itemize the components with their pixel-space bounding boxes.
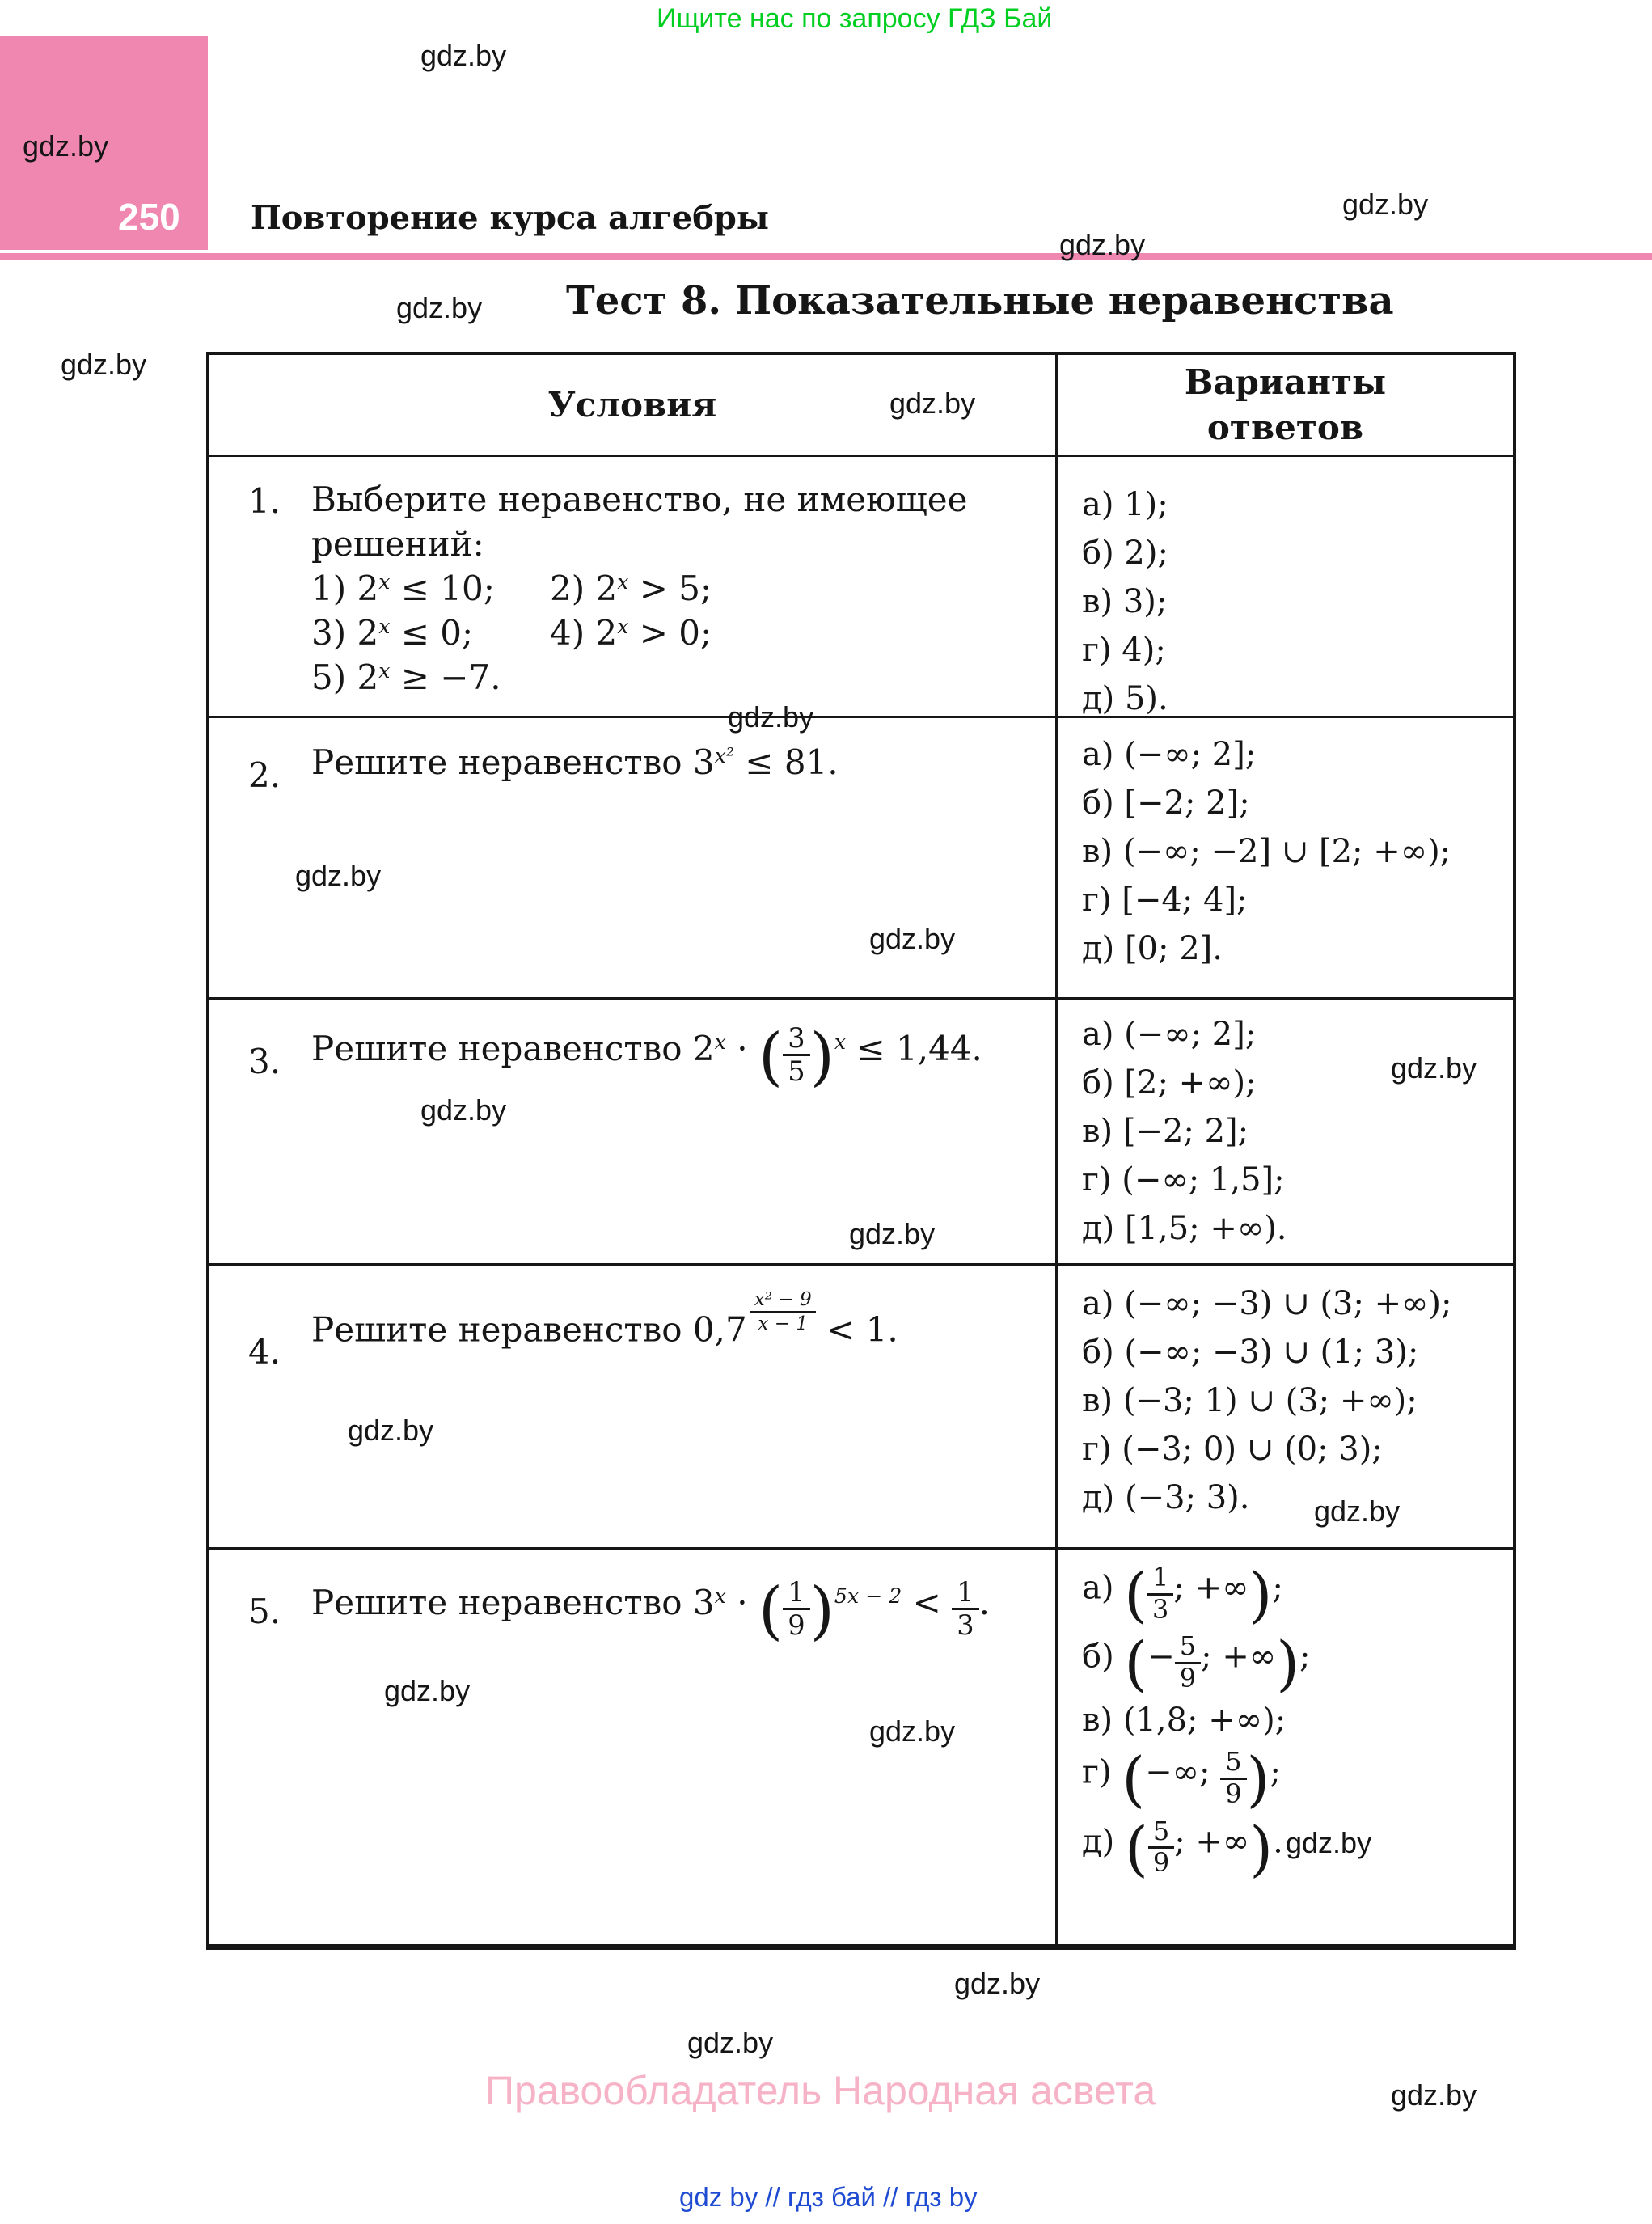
text-segment: ≤ 81. bbox=[733, 742, 839, 782]
answer-option bbox=[1082, 486, 1513, 535]
gdz-watermark: gdz.by bbox=[295, 859, 382, 892]
text-segment: ; +∞ bbox=[1173, 1569, 1249, 1607]
table-row bbox=[209, 457, 1513, 716]
answer-option bbox=[1082, 1702, 1513, 1739]
gdz-watermark: gdz.by bbox=[869, 922, 956, 955]
text-segment: ≤ 0; bbox=[390, 613, 474, 653]
text-segment: в) 3); bbox=[1082, 583, 1168, 620]
answer-option bbox=[1082, 1382, 1513, 1431]
text-segment: д) 5). bbox=[1082, 680, 1168, 717]
text-segment: а) (−∞; 2]; bbox=[1082, 736, 1257, 773]
problem-line bbox=[311, 480, 1055, 524]
fraction-numerator: 3 bbox=[783, 1024, 809, 1056]
gdz-watermark: gdz.by bbox=[1342, 188, 1429, 221]
problem-text bbox=[311, 1000, 1055, 1093]
answer-option bbox=[1082, 583, 1513, 632]
gdz-watermark: gdz.by bbox=[396, 291, 483, 324]
math-fraction bbox=[783, 1578, 809, 1640]
math-paren: ) bbox=[809, 1574, 834, 1647]
column-header-answers-line1: Варианты bbox=[1184, 362, 1387, 402]
text-segment: б) 2); bbox=[1082, 535, 1168, 572]
math-superscript: x bbox=[714, 1584, 726, 1609]
text-segment: ; bbox=[1270, 1753, 1281, 1791]
answer-option bbox=[1082, 1113, 1513, 1161]
text-segment: − bbox=[1147, 1638, 1175, 1676]
gdz-watermark: gdz.by bbox=[384, 1674, 471, 1707]
answer-option bbox=[1082, 882, 1513, 930]
math-superscript: 5x − 2 bbox=[834, 1584, 902, 1609]
math-paren: ( bbox=[1124, 1629, 1148, 1699]
fraction-denominator: 9 bbox=[788, 1609, 805, 1642]
math-paren: ) bbox=[1276, 1629, 1300, 1699]
answer-option bbox=[1082, 1161, 1513, 1210]
answers-cell bbox=[1058, 457, 1513, 716]
answer-option bbox=[1082, 535, 1513, 583]
text-segment: · bbox=[725, 1583, 758, 1623]
problem-line-col2 bbox=[550, 569, 712, 608]
text-segment: а) bbox=[1082, 1569, 1125, 1607]
problem-line-col1 bbox=[311, 524, 484, 564]
answer-options bbox=[1058, 457, 1513, 729]
text-segment: > 5; bbox=[628, 569, 712, 608]
gdz-watermark: gdz.by bbox=[869, 1715, 956, 1748]
math-paren: ( bbox=[758, 1574, 784, 1647]
answers-cell bbox=[1058, 1000, 1513, 1263]
answer-options bbox=[1058, 718, 1513, 979]
text-segment: в) [−2; 2]; bbox=[1082, 1113, 1249, 1150]
gdz-watermark: gdz.by bbox=[348, 1414, 434, 1447]
text-segment: < bbox=[902, 1583, 953, 1623]
problem-line-col2 bbox=[550, 613, 712, 653]
fraction-denominator: 9 bbox=[1179, 1662, 1197, 1693]
text-segment: а) (−∞; 2]; bbox=[1082, 1016, 1257, 1053]
problem-formula bbox=[311, 1574, 1055, 1647]
problem-formula bbox=[311, 742, 1055, 782]
math-paren: ( bbox=[758, 1020, 784, 1093]
problem-number: 4. bbox=[248, 1332, 281, 1372]
gdz-watermark: gdz.by bbox=[1391, 1051, 1477, 1085]
text-segment: ≤ 10; bbox=[390, 569, 495, 608]
answer-option bbox=[1082, 1431, 1513, 1479]
fraction-denominator: 5 bbox=[788, 1055, 805, 1088]
gdz-watermark: gdz.by bbox=[849, 1217, 936, 1250]
gdz-watermark: gdz.by bbox=[1391, 2078, 1477, 2112]
text-segment: г) 4); bbox=[1082, 632, 1166, 669]
answer-option bbox=[1082, 1210, 1513, 1258]
problem-line-col1 bbox=[311, 480, 967, 519]
problem-number: 2. bbox=[248, 755, 281, 795]
answer-option bbox=[1082, 833, 1513, 882]
text-segment: Выберите неравенство, не имеющее bbox=[311, 480, 968, 519]
text-segment: д) (−3; 3). bbox=[1082, 1479, 1250, 1516]
column-header-answers bbox=[1058, 355, 1513, 455]
math-paren: ) bbox=[809, 1020, 834, 1093]
problem-line-col1 bbox=[311, 569, 495, 608]
answer-option bbox=[1082, 1285, 1513, 1334]
text-segment: . bbox=[978, 1583, 990, 1623]
math-superscript: x bbox=[378, 615, 391, 639]
gdz-watermark: gdz.by bbox=[1286, 1826, 1372, 1859]
condition-cell bbox=[209, 1266, 1058, 1547]
answer-option bbox=[1082, 1560, 1513, 1630]
math-superscript: x bbox=[834, 1030, 847, 1055]
math-paren: ) bbox=[1249, 1813, 1274, 1884]
text-segment: ; bbox=[1299, 1638, 1311, 1676]
math-fraction bbox=[783, 1024, 809, 1086]
gdz-watermark: gdz.by bbox=[889, 387, 976, 420]
fraction-numerator: x² − 9 bbox=[750, 1290, 816, 1313]
text-segment: б) (−∞; −3) ∪ (1; 3); bbox=[1082, 1334, 1419, 1371]
text-segment: а) (−∞; −3) ∪ (3; +∞); bbox=[1082, 1285, 1452, 1322]
text-segment: б) bbox=[1082, 1638, 1125, 1676]
problem-text bbox=[311, 1266, 1055, 1350]
math-paren: ) bbox=[1249, 1560, 1273, 1630]
page-title: Тест 8. Показательные неравенства bbox=[566, 278, 1394, 323]
gdz-watermark: gdz.by bbox=[420, 39, 507, 72]
math-exponent-fraction bbox=[750, 1290, 816, 1334]
problem-text bbox=[311, 1550, 1055, 1647]
text-segment: 2) 2 bbox=[550, 569, 618, 608]
answer-options bbox=[1058, 1000, 1513, 1258]
problem-formula bbox=[311, 1020, 1055, 1093]
math-superscript: x² bbox=[714, 744, 734, 768]
text-segment: а) 1); bbox=[1082, 486, 1168, 523]
problem-number: 5. bbox=[248, 1592, 281, 1631]
problem-line bbox=[311, 524, 1055, 569]
text-segment: б) [2; +∞); bbox=[1082, 1064, 1257, 1101]
copyright-holder-text: Правообладатель Народная асвета bbox=[485, 2068, 1156, 2113]
math-superscript: x bbox=[714, 1030, 726, 1055]
gdz-watermark: gdz.by bbox=[1314, 1495, 1401, 1528]
problem-line-col1 bbox=[311, 613, 473, 653]
fraction-numerator: 5 bbox=[1220, 1748, 1246, 1780]
text-segment: 5) 2 bbox=[311, 657, 379, 697]
math-paren: ) bbox=[1246, 1744, 1270, 1815]
math-superscript: x bbox=[378, 570, 391, 594]
answers-cell bbox=[1058, 1550, 1513, 1944]
answer-option bbox=[1082, 1629, 1513, 1699]
problem-number: 3. bbox=[248, 1042, 281, 1081]
text-segment: 4) 2 bbox=[550, 613, 618, 653]
problem-line bbox=[311, 613, 1055, 657]
fraction-denominator: 9 bbox=[1152, 1847, 1170, 1879]
problem-text bbox=[311, 718, 1055, 782]
fraction-denominator: 3 bbox=[957, 1609, 974, 1642]
problem-number: 1. bbox=[248, 481, 281, 521]
math-fraction bbox=[1175, 1630, 1201, 1693]
answer-options bbox=[1058, 1266, 1513, 1528]
page-number: 250 bbox=[118, 196, 180, 238]
math-fraction bbox=[1147, 1564, 1173, 1623]
text-segment: г) (−3; 0) ∪ (0; 3); bbox=[1082, 1431, 1383, 1468]
running-header: Повторение курса алгебры bbox=[251, 199, 769, 237]
problem-text bbox=[311, 457, 1055, 702]
condition-cell bbox=[209, 457, 1058, 716]
test-table bbox=[206, 352, 1516, 1950]
text-segment: ; +∞ bbox=[1201, 1638, 1277, 1676]
fraction-denominator: 9 bbox=[1225, 1778, 1242, 1809]
answer-option bbox=[1082, 1479, 1513, 1528]
text-segment: > 0; bbox=[628, 613, 712, 653]
table-header-row bbox=[209, 355, 1513, 457]
math-superscript: x bbox=[617, 615, 629, 639]
table-row bbox=[209, 1547, 1513, 1944]
column-header-answers-line2: ответов bbox=[1206, 407, 1364, 447]
text-segment: ; +∞ bbox=[1174, 1823, 1250, 1861]
fraction-denominator: x − 1 bbox=[758, 1313, 809, 1335]
problem-formula bbox=[311, 1290, 1055, 1350]
fraction-numerator: 1 bbox=[1147, 1564, 1173, 1596]
text-segment: Решите неравенство 2 bbox=[311, 1029, 715, 1069]
math-paren: ( bbox=[1124, 1560, 1148, 1630]
fraction-denominator: 3 bbox=[1152, 1593, 1169, 1625]
table-row bbox=[209, 716, 1513, 997]
text-segment: г) [−4; 4]; bbox=[1082, 882, 1248, 919]
column-header-conditions-label: Условия bbox=[547, 385, 717, 425]
text-segment: решений: bbox=[311, 524, 484, 564]
text-segment: ≤ 1,44. bbox=[846, 1029, 982, 1069]
text-segment: Решите неравенство 3 bbox=[311, 742, 715, 782]
math-superscript: x bbox=[617, 570, 629, 594]
gdz-watermark: gdz.by bbox=[687, 2026, 774, 2059]
gdz-watermark: gdz.by bbox=[23, 129, 109, 163]
text-segment: д) [0; 2]. bbox=[1082, 930, 1223, 967]
search-promo-banner: Ищите нас по запросу ГДЗ Бай bbox=[657, 3, 1053, 34]
problem-line bbox=[311, 569, 1055, 613]
problem-line bbox=[311, 657, 1055, 702]
fraction-numerator: 1 bbox=[783, 1578, 809, 1610]
math-superscript: x bbox=[378, 659, 391, 683]
footer-links[interactable]: gdz by // гдз бай // гдз by bbox=[679, 2182, 978, 2212]
math-paren: ( bbox=[1122, 1744, 1146, 1815]
answer-option bbox=[1082, 784, 1513, 833]
text-segment: −∞; bbox=[1145, 1753, 1221, 1791]
fraction-numerator: 5 bbox=[1148, 1818, 1174, 1850]
text-segment: . bbox=[1273, 1823, 1283, 1861]
text-segment: д) [1,5; +∞). bbox=[1082, 1210, 1287, 1247]
gdz-watermark: gdz.by bbox=[420, 1093, 507, 1127]
fraction-numerator: 1 bbox=[952, 1578, 978, 1610]
text-segment: г) bbox=[1082, 1753, 1122, 1791]
text-segment: ≥ −7. bbox=[390, 657, 501, 697]
text-segment: в) (1,8; +∞); bbox=[1082, 1702, 1287, 1740]
gdz-watermark: gdz.by bbox=[728, 700, 814, 734]
gdz-watermark: gdz.by bbox=[61, 348, 147, 381]
text-segment: в) (−∞; −2] ∪ [2; +∞); bbox=[1082, 833, 1451, 870]
text-segment: ; bbox=[1272, 1569, 1283, 1607]
text-segment: Решите неравенство 0,7 bbox=[311, 1309, 747, 1350]
text-segment: в) (−3; 1) ∪ (3; +∞); bbox=[1082, 1382, 1418, 1419]
gdz-watermark: gdz.by bbox=[954, 1967, 1041, 2000]
text-segment: д) bbox=[1082, 1823, 1125, 1861]
text-segment: 1) 2 bbox=[311, 569, 379, 608]
text-segment: Решите неравенство 3 bbox=[311, 1583, 715, 1623]
text-segment: 3) 2 bbox=[311, 613, 379, 653]
math-fraction bbox=[1220, 1748, 1246, 1808]
math-fraction bbox=[1148, 1815, 1174, 1879]
answer-option bbox=[1082, 1744, 1513, 1815]
math-paren: ( bbox=[1124, 1813, 1148, 1884]
text-segment: < 1. bbox=[815, 1309, 898, 1350]
answer-option bbox=[1082, 930, 1513, 979]
text-segment: г) (−∞; 1,5]; bbox=[1082, 1161, 1285, 1199]
text-segment: б) [−2; 2]; bbox=[1082, 784, 1250, 822]
text-segment: · bbox=[725, 1029, 758, 1069]
fraction-numerator: 5 bbox=[1175, 1633, 1201, 1664]
answer-option bbox=[1082, 1334, 1513, 1382]
header-rule bbox=[0, 253, 1652, 260]
answers-cell bbox=[1058, 718, 1513, 997]
answers-cell bbox=[1058, 1266, 1513, 1547]
answer-option bbox=[1082, 632, 1513, 680]
math-fraction bbox=[952, 1578, 978, 1640]
gdz-watermark: gdz.by bbox=[1059, 228, 1146, 261]
answer-option bbox=[1082, 736, 1513, 784]
problem-line-col1 bbox=[311, 657, 501, 697]
